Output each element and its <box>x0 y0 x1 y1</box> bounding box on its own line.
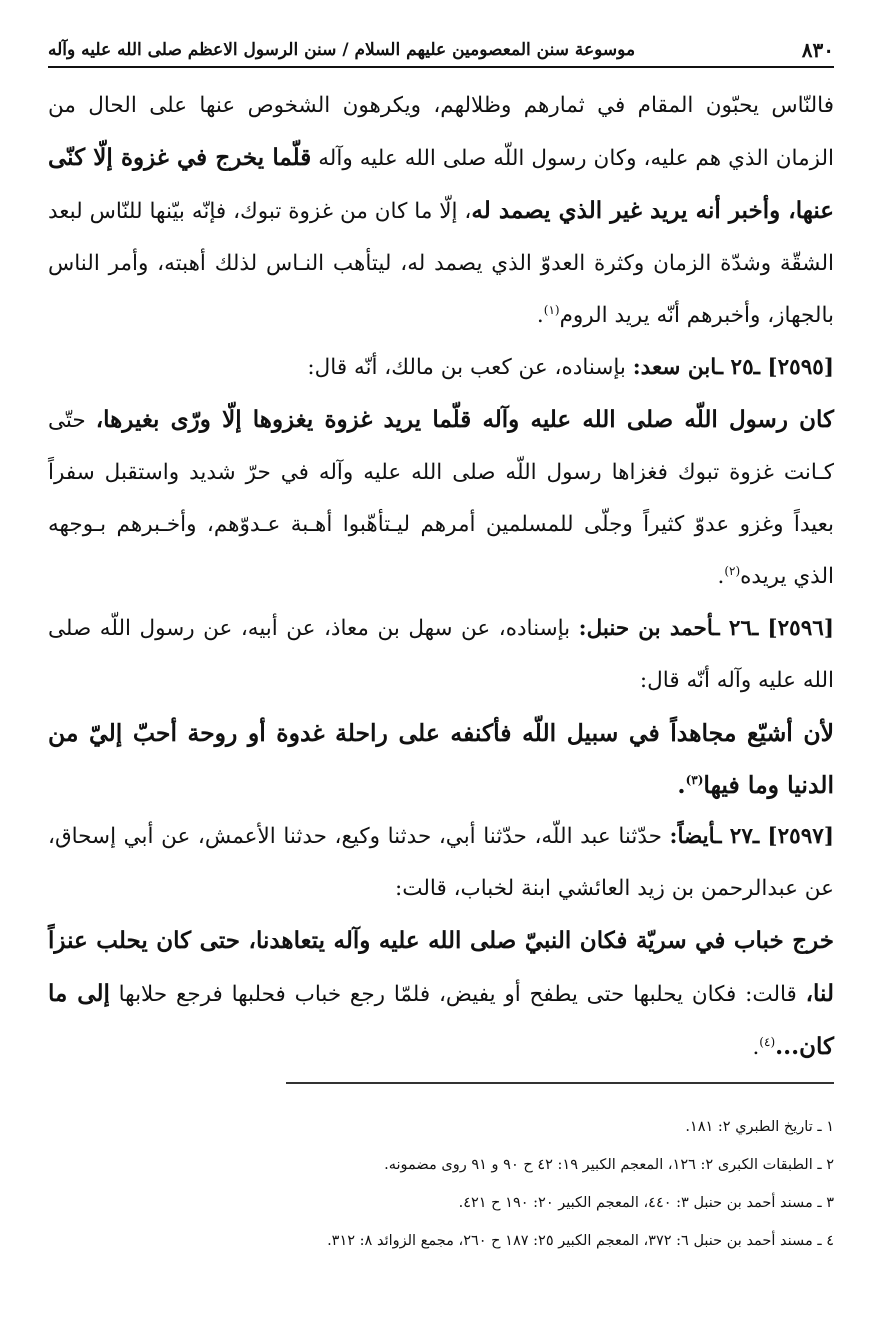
footnote-ref[interactable]: (٢) <box>724 563 741 578</box>
hadith-number: [٢٥٩٦] ـ٢٦ ـأحمد بن حنبل: <box>578 616 834 641</box>
hadith-2597-text <box>48 915 834 1074</box>
emphasized-text: قلّما يخرج في غزوة إلّا كنّى عنها، وأخبر أنه يريد غير الذي يصمد له <box>48 144 834 224</box>
hadith-2595-header <box>48 342 834 394</box>
isnad-text: حدّثنا عبد اللّه، حدّثنا أبي، حدثنا وكيع، حدثنا الأعمش، عن أبي إسحاق، عن عبدالرحمن بن زيد العائشي ابنة لخباب، قالت: <box>48 824 834 901</box>
paragraph-text: حتّى كـانت غزوة تبوك فغزاها رسول اللّه صلى الله عليه وآله في حرّ شديد واستقبل سفراً بعيداً وغزو عدوّ كثيراً وجلّى للمسلمين أمرهم ليـتأهّبوا أهـبة عـدوّهم، وأخـبرهم بـوجهه الذي يريده <box>48 408 834 589</box>
footnote-ref[interactable]: (٣) <box>685 773 704 788</box>
isnad-text: بإسناده، عن سهل بن معاذ، عن أبيه، عن رسول اللّه صلى الله عليه وآله أنّه قال: <box>48 616 834 693</box>
footnote-ref[interactable]: (١) <box>543 302 560 317</box>
hadith-matn: لأن أشيّع مجاهداً في سبيل اللّه فأكنفه على راحلة غدوة أو روحة أحبّ إليّ من الدنيا وما فيها <box>48 719 834 799</box>
hadith-2596-text <box>48 707 834 811</box>
hadith-2597-header <box>48 811 834 915</box>
hadith-matn: إلى ما كان... <box>48 980 834 1060</box>
page-number: ٨٣٠ <box>801 38 834 62</box>
punctuation: . <box>536 303 544 328</box>
paragraph-text: فالنّاس يحبّون المقام في ثمارهم وظلالهم، ويكرهون الشخوص عنها على الحال من الزمان الذي هم عليه، وكان رسول اللّه صلى الله عليه وآله <box>48 93 834 171</box>
footnote-divider <box>286 1082 834 1084</box>
paragraph-text: قالت: فكان يحلبها حتى يطفح أو يفيض، فلمّا رجع خباب فحلبها فرجع حلابها <box>109 982 806 1007</box>
running-header <box>48 34 834 68</box>
paragraph-text: ، إلّا ما كان من غزوة تبوك، فإنّه بيّنها للنّاس لبعد الشقّة وشدّة الزمان وكثرة العدوّ الذي يصمد له، ليتأهب النـاس لذلك أهبته، وأمر الناس بالجهاز، وأخبرهم أنّه يريد الروم <box>48 199 834 328</box>
hadith-matn: خرج خباب في سريّة فكان النبيّ صلى الله عليه وآله يتعاهدنا، حتى كان يحلب عنزاً لنا، <box>48 927 834 1007</box>
hadith-number: [٢٥٩٥] ـ٢٥ ـابن سعد: <box>632 355 834 380</box>
punctuation: . <box>677 771 686 799</box>
footnote-item: ٢ ـ الطبقات الكبرى ٢: ١٢٦، المعجم الكبير ١٩: ٤٢ ح ٩٠ و ٩١ روى مضمونه. <box>384 1157 834 1173</box>
footnote-ref[interactable]: (٤) <box>759 1034 776 1049</box>
isnad-text: بإسناده، عن كعب بن مالك، أنّه قال: <box>307 355 633 380</box>
main-text <box>48 80 834 1074</box>
footnotes <box>48 1108 834 1260</box>
hadith-2595-text <box>48 394 834 603</box>
paragraph-intro <box>48 80 834 342</box>
hadith-2596-header <box>48 603 834 707</box>
footnote-item: ١ ـ تاريخ الطبري ٢: ١٨١. <box>685 1119 834 1135</box>
footnote-item: ٣ ـ مسند أحمد بن حنبل ٣: ٤٤٠، المعجم الكبير ٢٠: ١٩٠ ح ٤٢١. <box>458 1195 834 1211</box>
footnote-item: ٤ ـ مسند أحمد بن حنبل ٦: ٣٧٢، المعجم الكبير ٢٥: ١٨٧ ح ٢٦٠، مجمع الزوائد ٨: ٣١٢. <box>327 1233 834 1249</box>
hadith-number: [٢٥٩٧] ـ٢٧ ـأيضاً: <box>669 824 834 849</box>
hadith-matn: كان رسول اللّه صلى الله عليه وآله قلّما يريد غزوة يغزوها إلّا ورّى بغيرها، <box>95 406 834 433</box>
header-title: موسوعة سنن المعصومين عليهم السلام / سنن الرسول الاعظم صلى الله عليه وآله <box>48 40 636 60</box>
punctuation: . <box>717 564 725 589</box>
punctuation: . <box>752 1035 760 1060</box>
